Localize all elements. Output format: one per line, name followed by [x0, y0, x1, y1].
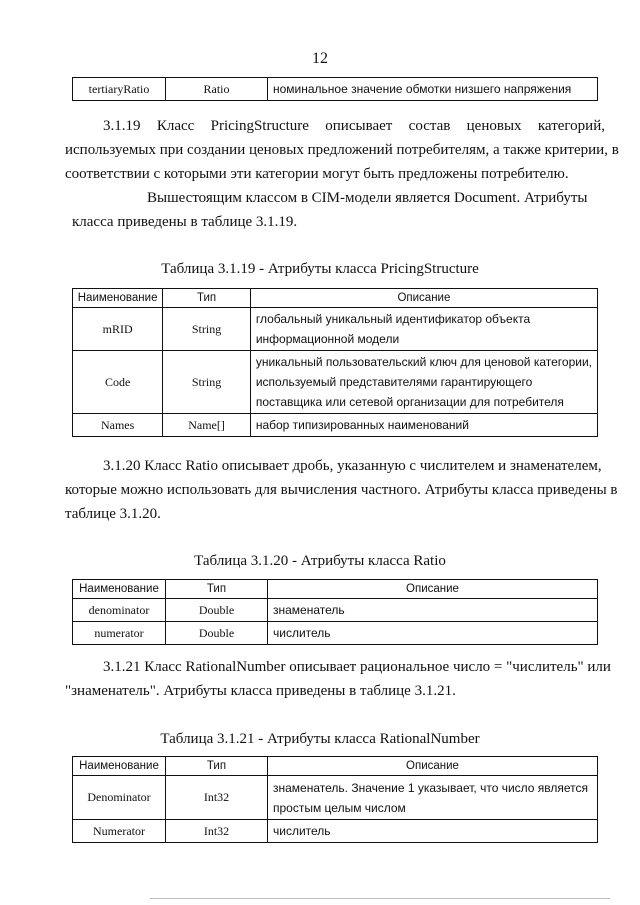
header-name: Наименование — [73, 580, 166, 599]
header-desc: Описание — [268, 580, 598, 599]
table-3-1-21 — [72, 756, 598, 843]
header-name: Наименование — [73, 757, 166, 776]
header-type: Тип — [166, 580, 268, 599]
cell-desc: номинальное значение обмотки низшего напряжения — [268, 78, 598, 101]
paragraph-line: соответствии с которыми эти категории могут быть предложены потребителю. — [65, 166, 569, 182]
cell-type: Int32 — [166, 820, 268, 843]
cell-desc: числитель — [268, 820, 598, 843]
table-header-row — [73, 580, 598, 599]
table-row — [73, 308, 598, 351]
cell-desc: знаменатель — [268, 599, 598, 622]
cell-type: String — [163, 308, 251, 351]
paragraph-line: 3.1.19 Класс PricingStructure описывает состав ценовых категорий, — [103, 118, 605, 134]
cell-desc: числитель — [268, 622, 598, 645]
continued-table — [72, 77, 598, 101]
paragraph-line: которые можно использовать для вычисления частного. Атрибуты класса приведены в — [65, 482, 618, 498]
table-3-1-19 — [72, 288, 598, 437]
header-type: Тип — [163, 289, 251, 308]
paragraph-line: 3.1.21 Класс RationalNumber описывает рациональное число = "числитель" или — [103, 659, 611, 675]
paragraph-3-1-20 — [65, 454, 618, 526]
cell-type: String — [163, 351, 251, 414]
cell-name: tertiaryRatio — [73, 78, 166, 101]
table-row — [73, 776, 598, 820]
table-3-1-20 — [72, 579, 598, 645]
cell-type: Double — [166, 622, 268, 645]
table-row — [73, 414, 598, 437]
table-row — [73, 599, 598, 622]
table-caption-3-1-20: Таблица 3.1.20 - Атрибуты класса Ratio — [194, 553, 446, 569]
paragraph-line: Вышестоящим классом в CIM-модели является Document. Атрибуты — [147, 190, 588, 206]
table-row — [73, 351, 598, 414]
cell-name: Denominator — [73, 776, 166, 820]
cell-name: Numerator — [73, 820, 166, 843]
page-number: 12 — [312, 50, 328, 67]
cell-name: Names — [73, 414, 163, 437]
cell-desc: уникальный пользовательский ключ для ценовой категории, используемый представителями гарантирующего поставщика или сетевой организации для потребителя — [250, 351, 597, 414]
table-row — [73, 820, 598, 843]
cell-name: Code — [73, 351, 163, 414]
table-header-row — [73, 757, 598, 776]
paragraph-3-1-19 — [65, 114, 619, 186]
header-name: Наименование — [73, 289, 163, 308]
table-caption-3-1-19: Таблица 3.1.19 - Атрибуты класса PricingStructure — [161, 261, 479, 277]
table-header-row — [73, 289, 598, 308]
table-row — [73, 78, 598, 101]
header-desc: Описание — [268, 757, 598, 776]
header-desc: Описание — [250, 289, 597, 308]
cell-name: denominator — [73, 599, 166, 622]
paragraph-superclass — [72, 186, 612, 234]
cell-name: numerator — [73, 622, 166, 645]
table-caption-3-1-21: Таблица 3.1.21 - Атрибуты класса RationalNumber — [160, 731, 480, 747]
paragraph-line: класса приведены в таблице 3.1.19. — [72, 214, 298, 230]
cell-desc: глобальный уникальный идентификатор объекта информационной модели — [250, 308, 597, 351]
paragraph-3-1-21 — [65, 655, 611, 703]
cell-type: Name[] — [163, 414, 251, 437]
cell-type: Ratio — [166, 78, 268, 101]
paragraph-line: используемых при создании ценовых предложений потребителям, а также критерии, в — [65, 142, 619, 158]
header-type: Тип — [166, 757, 268, 776]
cell-type: Double — [166, 599, 268, 622]
paragraph-line: таблице 3.1.20. — [65, 506, 161, 522]
cell-desc: набор типизированных наименований — [250, 414, 597, 437]
page-bottom-divider — [150, 898, 610, 899]
paragraph-line: 3.1.20 Класс Ratio описывает дробь, указанную с числителем и знаменателем, — [103, 458, 602, 474]
cell-name: mRID — [73, 308, 163, 351]
table-row — [73, 622, 598, 645]
cell-type: Int32 — [166, 776, 268, 820]
paragraph-line: "знаменатель". Атрибуты класса приведены в таблице 3.1.21. — [65, 683, 456, 699]
cell-desc: знаменатель. Значение 1 указывает, что число является простым целым числом — [268, 776, 598, 820]
